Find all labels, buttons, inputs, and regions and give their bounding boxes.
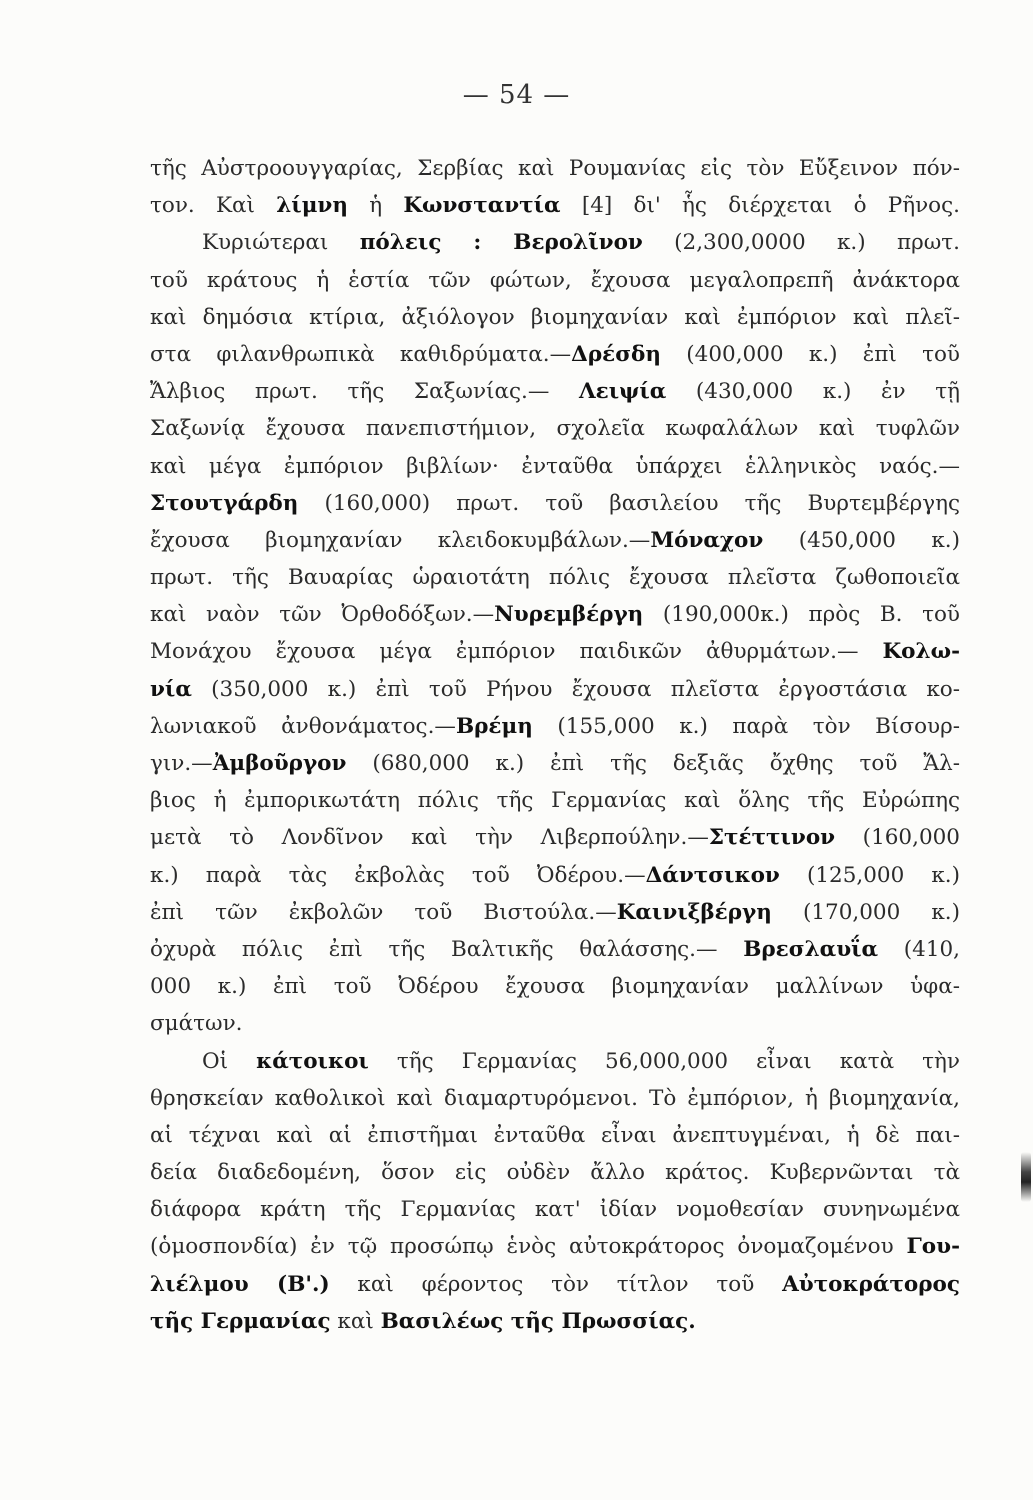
- text-run: Ἄλβιος πρωτ. τῆς Σαξωνίας.—: [150, 379, 579, 405]
- text-line: [150, 485, 960, 522]
- text-line: [150, 448, 960, 485]
- text-run: (430,000 κ.) ἐν τῇ: [666, 379, 960, 405]
- text-run: αἱ τέχναι καὶ αἱ ἐπιστῆμαι ἐνταῦθα εἶναι ἀνεπτυγμέναι, ἡ δὲ παι-: [150, 1122, 960, 1148]
- text-run: τῆς Αὐστροουγγαρίας, Σερβίας καὶ Ρουμανίας εἰς τὸν Εὔξεινον πόν-: [150, 156, 960, 181]
- text-run: κ.) παρὰ τὰς ἐκβολὰς τοῦ Ὀδέρου.—: [150, 862, 646, 888]
- text-line: [150, 894, 960, 931]
- bold-term: Αὐτοκράτορος: [782, 1271, 960, 1297]
- text-run: μετὰ τὸ Λονδῖνον καὶ τὴν Λιβερπούλην.—: [150, 825, 709, 851]
- margin-ink-mark: [1021, 1152, 1031, 1202]
- text-line: [150, 1266, 960, 1303]
- text-run: καὶ ναὸν τῶν Ὀρθοδόξων.—: [150, 602, 495, 628]
- text-run: βιος ἡ ἐμπορικωτάτη πόλις τῆς Γερμανίας καὶ ὅλης τῆς Εὐρώπης: [150, 788, 960, 814]
- text-run: (ὁμοσπονδία) ἐν τῷ προσώπῳ ἑνὸς αὐτοκράτορος ὀνομαζομένου: [150, 1234, 907, 1260]
- text-line: [150, 596, 960, 633]
- text-run: (160,000: [835, 825, 960, 851]
- text-line: [150, 559, 960, 596]
- text-run: ἐπὶ τῶν ἐκβολῶν τοῦ Βιστούλα.—: [150, 899, 617, 925]
- text-run: (450,000 κ.): [763, 527, 961, 553]
- text-line: [150, 708, 960, 745]
- text-run: τον. Καὶ: [150, 193, 277, 219]
- bold-term: Γου-: [906, 1234, 960, 1260]
- text-line: [150, 1005, 960, 1042]
- text-run: Κυριώτεραι: [202, 230, 360, 256]
- bold-term: Στουτγάρδη: [150, 490, 299, 516]
- text-line: [150, 1228, 960, 1265]
- text-run: Μονάχου ἔχουσα μέγα ἐμπόριον παιδικῶν ἀθυρμάτων.—: [150, 639, 883, 665]
- text-run: καὶ μέγα ἐμπόριον βιβλίων· ἐνταῦθα ὑπάρχει ἑλληνικὸς ναός.—: [150, 453, 960, 479]
- bold-term: Κωνσταντία: [403, 193, 561, 219]
- text-line: [150, 522, 960, 559]
- text-line: [150, 150, 960, 187]
- bold-term: Ἀμβοῦργον: [212, 751, 347, 776]
- text-run: τοῦ κράτους ἡ ἑστία τῶν φώτων, ἔχουσα μεγαλοπρεπῆ ἀνάκτορα: [150, 267, 960, 293]
- bold-term: Βρέμη: [455, 713, 533, 739]
- text-run: ὀχυρὰ πόλις ἐπὶ τῆς Βαλτικῆς θαλάσσης.—: [150, 936, 744, 962]
- text-run: σμάτων.: [150, 1011, 243, 1037]
- text-run: καὶ: [330, 1308, 381, 1334]
- text-run: (125,000 κ.): [779, 862, 961, 888]
- bold-term: νία: [150, 676, 192, 702]
- text-run: πρωτ. τῆς Βαυαρίας ὡραιοτάτη πόλις ἔχουσα πλεῖστα ζωθοποιεῖα: [150, 565, 960, 591]
- text-run: καὶ δημόσια κτίρια, ἀξιόλογον βιομηχανίαν καὶ ἐμπόριον καὶ πλεῖ-: [150, 304, 960, 330]
- bold-term: Βασιλέως τῆς Πρωσσίας.: [380, 1308, 696, 1334]
- text-run: (350,000 κ.) ἐπὶ τοῦ Ρήνου ἔχουσα πλεῖστα ἐργοστάσια κο-: [191, 676, 960, 702]
- bold-term: τῆς Γερμανίας: [150, 1308, 331, 1334]
- text-line: [150, 745, 960, 782]
- text-run: (400,000 κ.) ἐπὶ τοῦ: [661, 341, 960, 367]
- text-line: [150, 968, 960, 1005]
- text-line: [150, 782, 960, 819]
- text-run: (155,000 κ.) παρὰ τὸν Βίσουρ-: [532, 713, 961, 739]
- text-run: ἡ: [347, 193, 404, 219]
- text-line: [150, 373, 960, 410]
- text-line: [150, 299, 960, 336]
- bold-term: Κολω-: [882, 639, 960, 665]
- text-line: [150, 1191, 960, 1228]
- text-run: δεία διαδεδομένη, ὅσον εἰς οὐδὲν ἄλλο κράτος. Κυβερνῶνται τὰ: [150, 1160, 960, 1186]
- body-text: [150, 150, 960, 1340]
- text-run: καὶ φέροντος τὸν τίτλον τοῦ: [329, 1271, 783, 1297]
- text-line: [150, 1117, 960, 1154]
- text-line: [150, 1154, 960, 1191]
- bold-term: Βρεσλαυΐα: [743, 936, 879, 962]
- text-run: 000 κ.) ἐπὶ τοῦ Ὀδέρου ἔχουσα βιομηχανίαν μαλλίνων ὑφα-: [150, 974, 960, 1000]
- text-line: [150, 262, 960, 299]
- page-number: — 54 —: [462, 80, 571, 110]
- text-line: [150, 1043, 960, 1080]
- text-run: θρησκείαν καθολικοὶ καὶ διαμαρτυρόμενοι. Τὸ ἐμπόριον, ἡ βιομηχανία,: [150, 1085, 960, 1111]
- text-line: [150, 187, 960, 224]
- bold-term: Δρέσδη: [571, 341, 662, 367]
- text-line: [150, 671, 960, 708]
- text-run: [4] δι' ἧς διέρχεται ὁ Ρῆνος.: [560, 193, 960, 219]
- bold-term: κάτοικοι: [256, 1048, 369, 1074]
- text-run: (2,300,0000 κ.) πρωτ.: [642, 230, 960, 256]
- bold-term: Λειψία: [578, 379, 667, 405]
- text-run: (410,: [878, 936, 961, 962]
- text-line: [150, 931, 960, 968]
- text-run: (680,000 κ.) ἐπὶ τῆς δεξιᾶς ὄχθης τοῦ Ἄλ-: [346, 751, 960, 776]
- text-line: [150, 633, 960, 670]
- bold-term: λιέλμου (Β'.): [150, 1271, 330, 1297]
- text-run: διάφορα κράτη τῆς Γερμανίας κατ' ἰδίαν νομοθεσίαν συνηνωμένα: [150, 1197, 960, 1223]
- text-run: Σαξωνίᾳ ἔχουσα πανεπιστήμιον, σχολεῖα κωφαλάλων καὶ τυφλῶν: [150, 416, 960, 442]
- bold-term: Μόναχον: [650, 527, 764, 553]
- text-run: τῆς Γερμανίας 56,000,000 εἶναι κατὰ τὴν: [368, 1048, 960, 1074]
- bold-term: λίμνη: [276, 193, 348, 219]
- text-run: (160,000) πρωτ. τοῦ βασιλείου τῆς Βυρτεμβέργης: [298, 490, 960, 516]
- text-run: στα φιλανθρωπικὰ καθιδρύματα.—: [150, 341, 572, 367]
- text-run: (190,000κ.) πρὸς Β. τοῦ: [643, 602, 960, 628]
- text-line: [150, 1303, 960, 1340]
- bold-term: Νυρεμβέργη: [494, 602, 644, 628]
- text-line: [150, 336, 960, 373]
- text-line: [150, 819, 960, 856]
- text-line: [150, 857, 960, 894]
- text-line: [150, 410, 960, 447]
- bold-term: Στέττινον: [708, 825, 836, 851]
- text-run: Οἱ: [202, 1048, 257, 1074]
- text-line: [150, 224, 960, 261]
- bold-term: Δάντσικον: [645, 862, 780, 888]
- text-run: λωνιακοῦ ἀνθονάματος.—: [150, 713, 456, 739]
- text-run: (170,000 κ.): [771, 899, 960, 925]
- text-run: γιν.—: [150, 751, 213, 776]
- bold-term: πόλεις : Βερολῖνον: [359, 230, 643, 256]
- text-line: [150, 1080, 960, 1117]
- text-run: ἔχουσα βιομηχανίαν κλειδοκυμβάλων.—: [150, 527, 651, 553]
- bold-term: Καινιξβέργη: [616, 899, 772, 925]
